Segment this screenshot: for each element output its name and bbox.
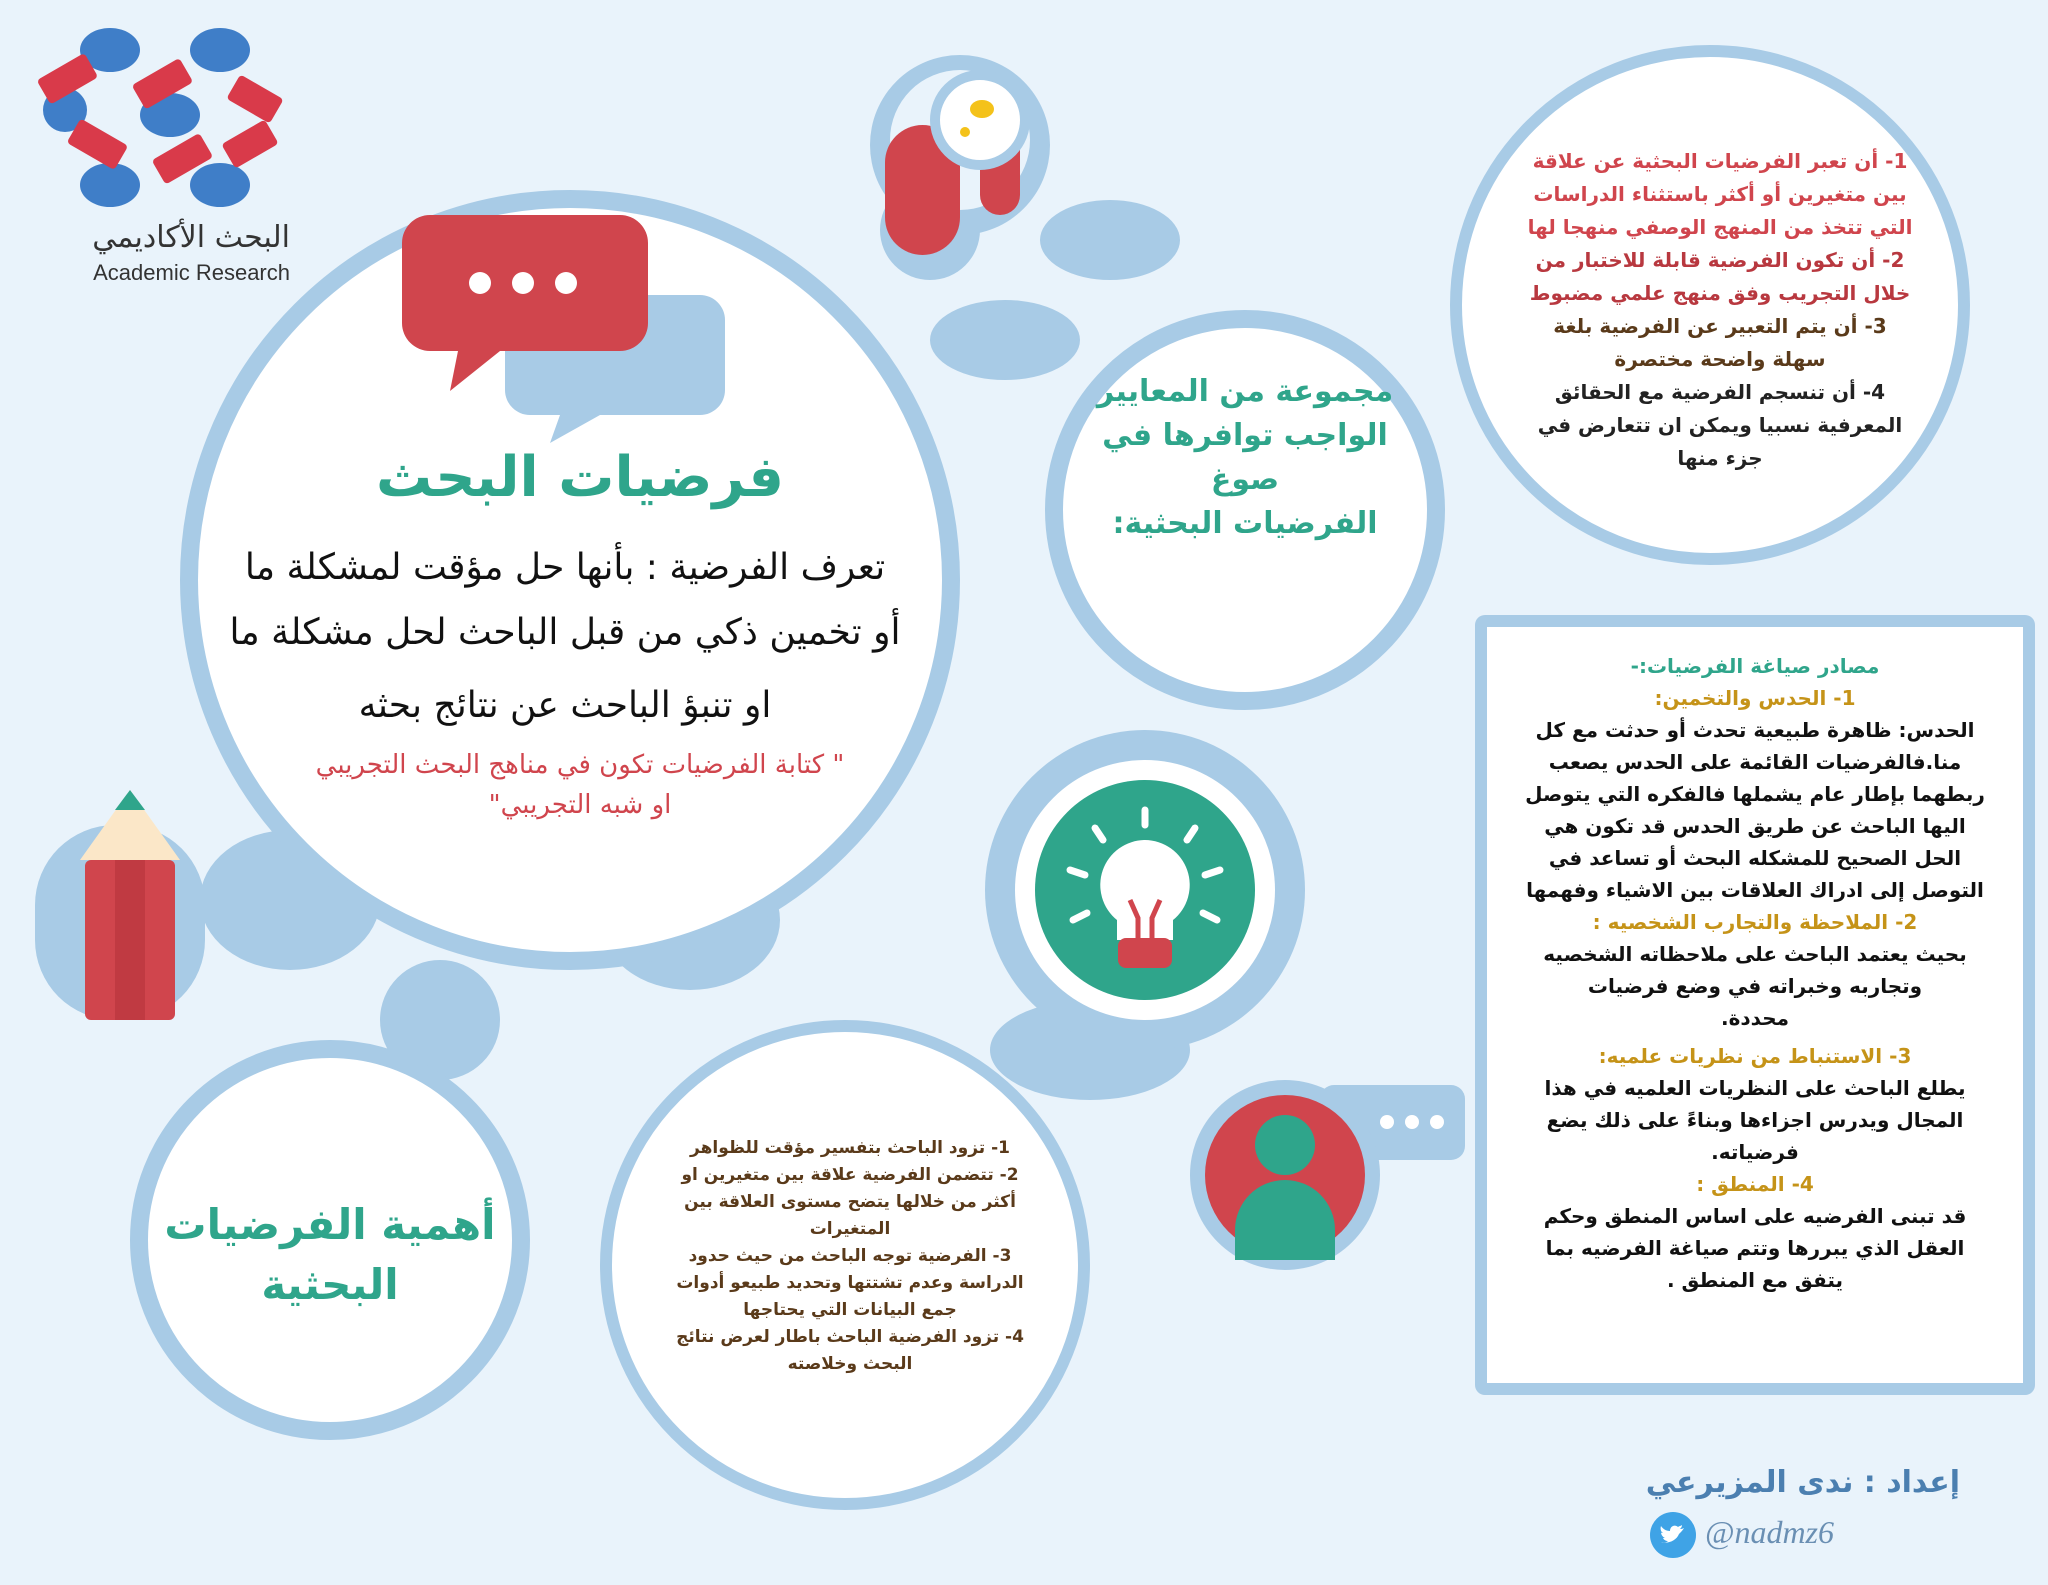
importance-item: 3- الفرضية توجه الباحث من حيث حدود الدراسة وعدم تشتتها وتحديد طبيعو أدوات جمع البيانات التي يحتاجها [676, 1246, 1024, 1320]
source-section: 2- الملاحظة والتجارب الشخصيه : بحيث يعتمد الباحث على ملاحظاته الشخصيه وتجاربه وخبراته في وضع فرضيات محددة. [1543, 910, 1967, 1030]
twitter-bird-icon [1650, 1512, 1696, 1558]
criteria-title-line: الواجب توافرها في صوغ [1102, 418, 1388, 497]
importance-title-line: البحثية [261, 1260, 399, 1309]
importance-title-line: أهمية الفرضيات [164, 1200, 496, 1249]
criteria-item: 2- أن تكون الفرضية قابلة للاختبار من خلال التجريب وفق منهج علمي مضبوط [1529, 248, 1911, 305]
importance-list [640, 1135, 1060, 1378]
definition-line: أو تخمين ذكي من قبل الباحث لحل مشكلة ما [229, 612, 901, 653]
author-credit: إعداد : ندى المزيرعي [1645, 1465, 1960, 1500]
source-section: 1- الحدس والتخمين: الحدس: ظاهرة طبيعية تحدث أو حدثت مع كل منا.فالفرضيات القائمة على الحدس يصعب ربطهما بإطار عام يشملها فالفكره التي يتوصل اليها الباحث عن طريق الحدس قد تكون هي الحل الصحيح للمشكله البحث أو تساعد في التوصل إلى ادراك العلاقات بين الاشياء وفهمها [1525, 686, 1985, 902]
twitter-handle: @nadmz6 [1705, 1514, 1834, 1550]
criteria-title-line: الفرضيات البحثية: [1112, 506, 1378, 541]
person-chat-icon [1190, 1080, 1470, 1280]
criteria-list [1505, 145, 1935, 475]
idea-person-icon [870, 55, 1050, 235]
importance-title [150, 1195, 510, 1315]
importance-item: 1- تزود الباحث بتفسير مؤقت للظواهر [690, 1138, 1010, 1158]
logo-arabic: البحث الأكاديمي [92, 220, 290, 255]
sources-content [1490, 650, 2020, 1296]
connector [930, 300, 1080, 380]
logo [30, 15, 295, 285]
source-section: 3- الاستنباط من نظريات علميه: يطلع الباحث على النظريات العلميه في هذا المجال ويدرس اجزاءها وبناءً على ذلك يضع فرضياته. [1544, 1044, 1966, 1164]
logo-mark-icon [30, 15, 290, 215]
criteria-item: 4- أن تنسجم الفرضية مع الحقائق المعرفية نسبيا ويمكن ان تتعارض في جزء منها [1537, 380, 1903, 470]
twitter-link[interactable] [1650, 1510, 1950, 1560]
source-section: 4- المنطق : قد تبنى الفرضيه على اساس المنطق وحكم العقل الذي يبررها وتتم صياغة الفرضيه بما يتفق مع المنطق . [1543, 1172, 1967, 1292]
criteria-title-line: مجموعة من المعايير [1096, 374, 1394, 409]
quote-text [260, 745, 900, 825]
definition-text [195, 535, 935, 738]
importance-item: 4- تزود الفرضية الباحث باطار لعرض نتائج البحث وخلاصته [676, 1327, 1024, 1374]
main-title: فرضيات البحث [376, 445, 784, 510]
pencil-icon [20, 780, 230, 1040]
quote-line: او شبه التجريبي" [488, 790, 672, 820]
lightbulb-icon [985, 730, 1305, 1050]
definition-line: او تنبؤ الباحث عن نتائج بحثه [358, 685, 772, 726]
definition-line: تعرف الفرضية : بأنها حل مؤقت لمشكلة ما [244, 547, 886, 588]
logo-english: Academic Research [93, 260, 290, 285]
criteria-title [1065, 370, 1425, 546]
speech-bubbles-icon [400, 215, 730, 445]
criteria-item: 3- أن يتم التعبير عن الفرضية بلغة سهلة واضحة مختصرة [1553, 314, 1887, 371]
sources-title: مصادر صياغة الفرضيات:- [1630, 654, 1880, 678]
importance-item: 2- تتضمن الفرضية علاقة بين متغيرين او أكثر من خلالها يتضح مستوى العلاقة بين المتغيرات [681, 1165, 1019, 1239]
connector [1040, 200, 1180, 280]
criteria-item: 1- أن تعبر الفرضيات البحثية عن علاقة بين متغيرين أو أكثر باستثناء الدراسات التي تتخذ من المنهج الوصفي منهجا لها [1527, 149, 1913, 239]
quote-line: " كتابة الفرضيات تكون في مناهج البحث التجريبي [315, 750, 845, 780]
